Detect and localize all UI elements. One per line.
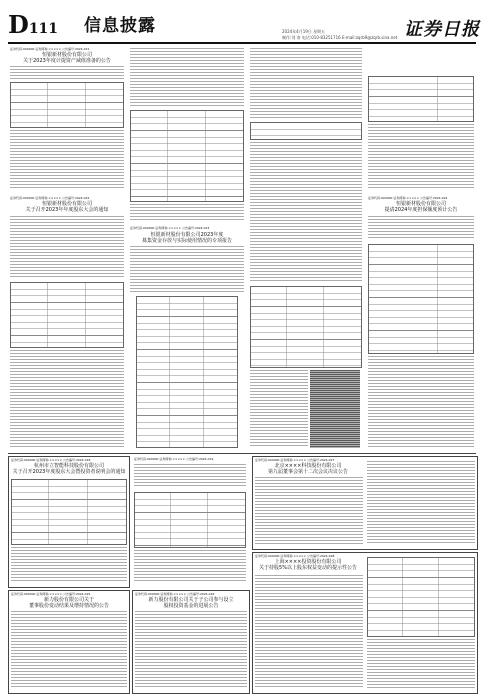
data-table (134, 492, 246, 548)
article-body (368, 356, 474, 448)
article-title (253, 463, 363, 475)
article-company: 杭州市立智能科技股份有限公司 (33, 463, 104, 469)
article-body (130, 48, 244, 106)
article-body (10, 350, 124, 448)
article-company: 新力股份有限公司关于 (43, 597, 94, 603)
article-a8 (132, 590, 250, 694)
article-a4 (366, 46, 476, 451)
article-body (135, 611, 247, 689)
article-company: 恒银新材股份有限公司2023年度 (150, 232, 224, 238)
article-a2-continued (128, 46, 246, 451)
article-title (8, 201, 126, 213)
article-title (8, 52, 126, 64)
article-body (250, 370, 308, 448)
page-code-letter: D (8, 10, 29, 39)
article-a5 (8, 456, 130, 588)
data-table (10, 82, 124, 128)
article-headline: 关于2023年度计提资产减值准备的公告 (23, 58, 111, 64)
article-code-line: 证券代码:000000 证券简称:××××× 公告编号:2024-018 (11, 458, 91, 462)
page-code-number: 111 (28, 21, 59, 37)
article-title (366, 201, 476, 213)
article-company: 恒银新材股份有限公司 (41, 201, 92, 207)
article-body (134, 550, 246, 582)
section-divider (8, 453, 476, 454)
article-title (133, 597, 249, 609)
article-code-line: 证券代码:000000 证券简称:××××× 公告编号:2024-021 (10, 47, 90, 51)
article-code-line: 证券代码:000000 证券简称:××××× 公告编号:2024-019 (134, 457, 214, 461)
article-headline: 提请2024年度担保额度预计公告 (384, 207, 458, 213)
page-header (0, 0, 484, 42)
article-code-line: 证券代码:000000 证券简称:××××× 公告编号:2024-024 (368, 196, 448, 200)
article-company: 北京××××科技股份有限公司 (274, 463, 342, 469)
article-title (128, 232, 246, 244)
page-number (8, 10, 59, 41)
article-company: 恒银新材股份有限公司 (395, 201, 446, 207)
data-table (11, 479, 127, 545)
article-body (130, 204, 244, 220)
article-a7 (8, 590, 130, 694)
article-headline: 募集资金存放与实际使用情况的专项报告 (141, 238, 232, 244)
article-title (253, 559, 363, 571)
article-headline: 第九届董事会第十二次会议决议公告 (267, 469, 348, 475)
article-headline: 董事股份变动结果及增持情况的公告 (28, 603, 109, 609)
article-a9 (252, 456, 478, 550)
data-table (130, 110, 244, 202)
article-body (250, 142, 362, 282)
article-code-line: 证券代码:000000 证券简称:××××× 公告编号:2024-026 (135, 592, 215, 596)
article-body (11, 611, 127, 689)
article-body (255, 477, 363, 545)
article-headline: 关于召开2023年度股东大会暨投资者说明会的通知 (12, 469, 126, 475)
section-title: 信息披露 (84, 16, 156, 36)
article-code-line: 证券代码:000000 证券简称:××××× 公告编号:2024-025 (11, 592, 91, 596)
data-table (368, 76, 474, 122)
article-title (9, 463, 129, 475)
article-code-line: 证券代码:000000 证券简称:××××× 公告编号:2024-028 (255, 554, 335, 558)
article-a10 (252, 552, 478, 694)
article-body (367, 639, 475, 689)
article-body (130, 246, 244, 292)
issue-date: 2024年4月19日 星期五 (282, 29, 326, 34)
data-table (136, 296, 238, 448)
article-body (10, 216, 124, 278)
data-table (250, 286, 362, 368)
article-body (368, 124, 474, 190)
article-body (368, 216, 474, 240)
article-company: 恒银新材股份有限公司 (41, 52, 92, 58)
article-a6 (132, 456, 248, 586)
header-rule (8, 42, 476, 44)
article-body (250, 48, 362, 118)
article-code-line: 证券代码:000000 证券简称:××××× 公告编号:2024-023 (130, 226, 210, 230)
article-body (11, 547, 127, 583)
article-body (134, 464, 246, 488)
editor-contact: 制作:刘 寄 电话:010-83251716 E-mail:zqrb9@zqrb.sina.net (282, 35, 398, 40)
article-code-line: 证券代码:000000 证券简称:××××× 公告编号:2024-027 (255, 458, 335, 462)
article-company: 上海××××投资股份有限公司 (274, 559, 342, 565)
article-body (10, 66, 124, 80)
article-body (10, 130, 124, 190)
article-a3-continued (248, 46, 364, 451)
article-code-line: 证券代码:000000 证券简称:××××× 公告编号:2024-022 (10, 196, 90, 200)
data-table (10, 282, 124, 348)
article-body (367, 461, 475, 545)
dense-table (310, 370, 360, 448)
article-company: 新力股份有限公司关于子公司参与设立 (148, 597, 234, 603)
article-title (9, 597, 129, 609)
article-a1 (8, 46, 126, 451)
article-body (255, 575, 363, 689)
article-headline: 关于持股5%以上股东权益变动的提示性公告 (259, 565, 357, 571)
article-headline: 股权投资基金的进展公告 (163, 603, 219, 609)
data-table (368, 244, 474, 354)
data-table (367, 557, 475, 637)
article-headline: 关于召开2023年年度股东大会的通知 (25, 207, 109, 213)
newspaper-masthead: 证券日报 (404, 19, 480, 40)
data-table (250, 122, 362, 140)
